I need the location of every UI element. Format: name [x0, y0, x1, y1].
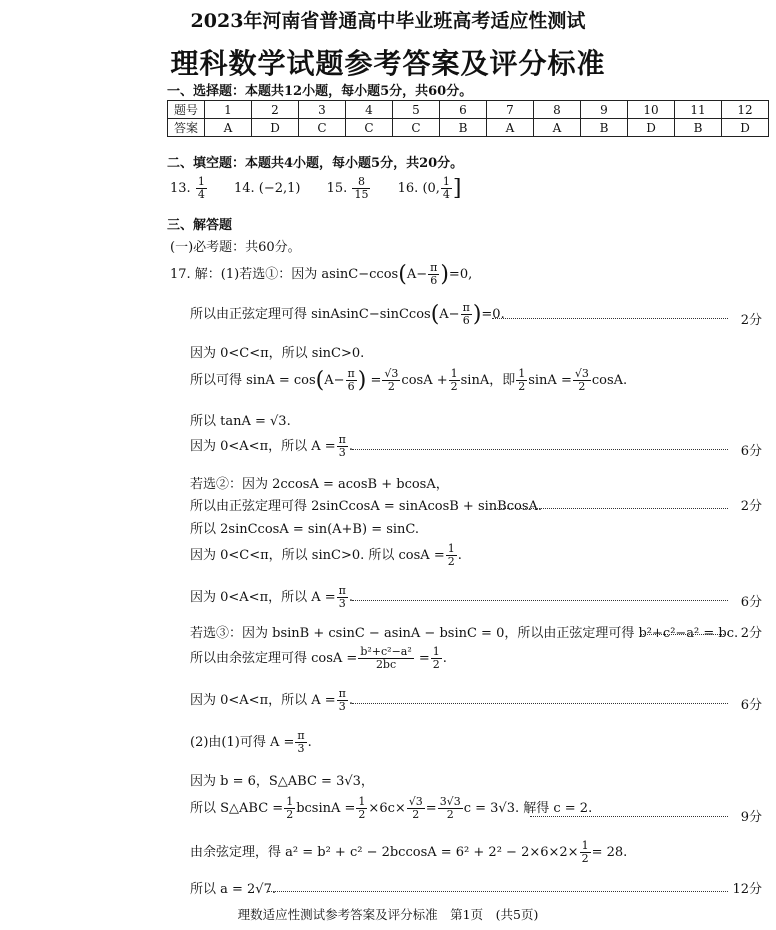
dot-leader: [530, 816, 728, 817]
table-cell: 9: [581, 101, 628, 119]
section-solve-heading: 三、解答题: [167, 218, 233, 233]
q16-open: (0,: [422, 181, 440, 196]
solution-line: 所以 a = 2√7.: [190, 882, 276, 897]
table-header-question: 题号: [168, 101, 205, 119]
dot-leader: [352, 600, 728, 601]
table-cell: D: [628, 119, 675, 137]
q16-label: 16.: [397, 181, 419, 196]
solution-line: 因为 0<A<π，所以 A = $\frac{\pi}{3}$ .: [190, 584, 354, 610]
table-cell: A: [534, 119, 581, 137]
table-cell: 12: [722, 101, 769, 119]
dot-leader: [492, 318, 728, 319]
solution-line: 因为 0<A<π，所以 A = $\frac{\pi}{3}$ .: [190, 687, 354, 713]
fill-answers: [170, 176, 462, 201]
solution-line: 由余弦定理，得 a² = b² + c² − 2bccosA = 6² + 2² − 2×6×2× $\frac{1}{2}$ = 28.: [190, 839, 628, 865]
solution-line: 因为 0<C<π，所以 sinC>0.: [190, 346, 365, 361]
table-cell: 8: [534, 101, 581, 119]
score-mark: 6分: [740, 698, 762, 713]
solution-line: 因为 b = 6，S△ABC = 3√3，: [190, 774, 374, 789]
table-cell: B: [581, 119, 628, 137]
solution-line: 所以 S△ABC = $\frac{1}{2}$ bcsinA = $\frac{1}{2}$ ×6c× $\frac{√3}{2}$ = $\frac{3√3}{2}$ c = 3√3. 解得 c = 2.: [190, 795, 593, 821]
table-cell: D: [252, 119, 299, 137]
dot-leader: [640, 634, 728, 635]
table-cell: C: [346, 119, 393, 137]
solution-line: 所以 2sinCcosA = sin(A+B) = sinC.: [190, 522, 420, 537]
score-mark: 9分: [740, 810, 762, 825]
solution-line: 若选②：因为 2ccosA = acosB + bcosA，: [190, 477, 449, 492]
table-cell: B: [675, 119, 722, 137]
section-choice-heading: 一、选择题：本题共12小题，每小题5分，共60分。: [167, 84, 473, 99]
table-cell: D: [722, 119, 769, 137]
solution-line: 因为 0<C<π，所以 sinC>0. 所以 cosA = $\frac{1}{2}$ .: [190, 542, 462, 568]
q15-label: 15.: [326, 181, 348, 196]
q13-label: 13.: [170, 181, 191, 196]
solution-line: 所以由正弦定理可得 sinAsinC−sinCcos(A− $\frac{\pi}{6}$ )=0.: [190, 301, 505, 327]
dot-leader: [268, 891, 728, 892]
q16-close: ]: [452, 176, 462, 201]
solution-line: (2)由(1)可得 A = $\frac{\pi}{3}$ .: [190, 729, 312, 755]
table-cell: C: [299, 119, 346, 137]
table-cell: 7: [487, 101, 534, 119]
q13-fraction: $\frac{1}{4}$: [197, 175, 205, 201]
table-cell: 5: [393, 101, 440, 119]
solution-line: 17. 解：(1)若选①：因为 asinC−ccos(A− $\frac{\pi}{6}$ )=0,: [170, 261, 473, 287]
table-cell: B: [440, 119, 487, 137]
solution-line: 所以 tanA = √3.: [190, 414, 291, 429]
table-row-numbers: [168, 101, 769, 119]
score-mark: 2分: [740, 499, 762, 514]
score-mark: 2分: [740, 313, 762, 328]
solution-line: 因为 0<A<π，所以 A = $\frac{\pi}{3}$ .: [190, 433, 354, 459]
dot-leader: [352, 703, 728, 704]
table-cell: 2: [252, 101, 299, 119]
q15-fraction: $\frac{8}{15}$: [354, 175, 369, 201]
q14-answer: 14. (−2,1): [233, 181, 301, 196]
solution-line: 所以由余弦定理可得 cosA = $\frac{\text{b²+c²−a²}}{2bc}$ = $\frac{1}{2}$ .: [190, 645, 447, 671]
solution-line: 所以由正弦定理可得 2sinCcosA = sinAcosB + sinBcosA.: [190, 499, 543, 514]
score-mark: 2分: [740, 626, 762, 641]
exam-title: 2023年河南省普通高中毕业班高考适应性测试: [190, 10, 586, 32]
table-cell: 11: [675, 101, 722, 119]
score-mark: 12分: [732, 882, 762, 897]
required-heading: (一)必考题：共60分。: [170, 240, 301, 255]
table-row-answers: [168, 119, 769, 137]
main-title: 理科数学试题参考答案及评分标准: [170, 47, 606, 80]
score-mark: 6分: [740, 444, 762, 459]
table-header-answer: 答案: [168, 119, 205, 137]
score-mark: 6分: [740, 595, 762, 610]
table-cell: 6: [440, 101, 487, 119]
table-cell: A: [487, 119, 534, 137]
q16-fraction: $\frac{1}{4}$: [442, 175, 450, 201]
table-cell: C: [393, 119, 440, 137]
page-footer: 理数适应性测试参考答案及评分标准 第1页 (共5页): [237, 907, 539, 922]
dot-leader: [352, 449, 728, 450]
dot-leader: [494, 508, 728, 509]
table-cell: 1: [205, 101, 252, 119]
table-cell: 10: [628, 101, 675, 119]
section-fill-heading: 二、填空题：本题共4小题，每小题5分，共20分。: [167, 156, 464, 171]
table-cell: A: [205, 119, 252, 137]
answer-table: [167, 100, 769, 137]
table-cell: 4: [346, 101, 393, 119]
table-cell: 3: [299, 101, 346, 119]
solution-line: 所以可得 sinA = cos(A− $\frac{\pi}{6}$ ) = $\frac{√3}{2}$ cosA + $\frac{1}{2}$ sinA，即 $\frac{1}{2}$ sinA = $\frac{√3}{2}$ cosA.: [190, 367, 628, 393]
solution-line: 若选③：因为 bsinB + csinC − asinA − bsinC = 0，所以由正弦定理可得 b²+c²−a² = bc.: [190, 626, 739, 641]
